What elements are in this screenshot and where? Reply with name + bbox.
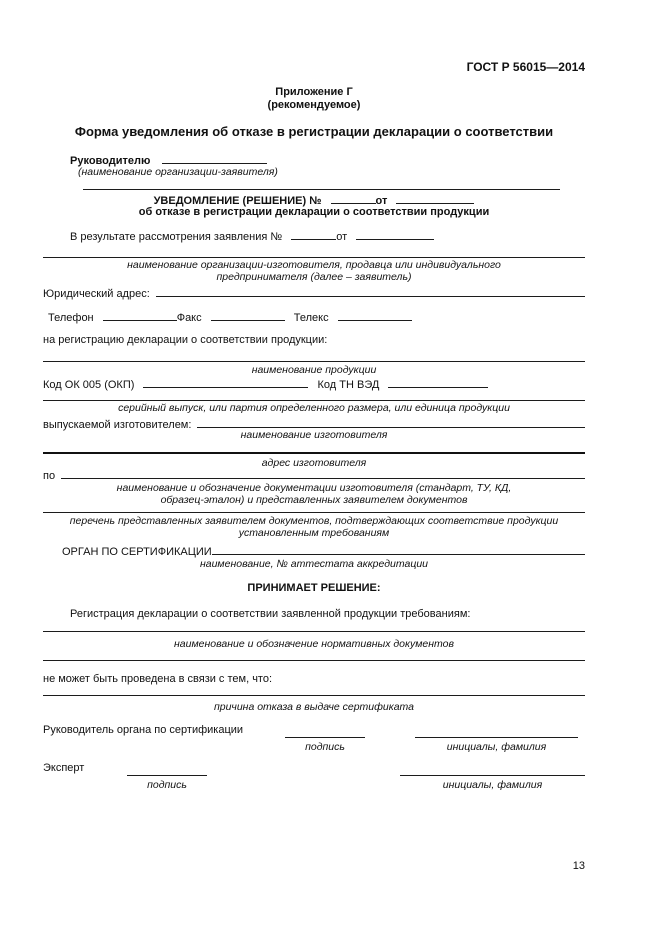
- manufacturer-hint: наименование изготовителя: [240, 429, 388, 441]
- normative-docs-hint: наименование и обозначение нормативных документов: [174, 638, 454, 650]
- addressee-hint: (наименование организации-заявителя): [78, 166, 278, 178]
- legal-address-row: [43, 285, 585, 300]
- head-initials-blank: [415, 737, 578, 738]
- expert-label: Эксперт: [43, 762, 85, 774]
- cert-body-blank: [212, 543, 585, 555]
- notification-subtitle: об отказе в регистрации декларации о соответствии продукции: [138, 206, 490, 218]
- rule-normative-bottom: [43, 660, 585, 661]
- standard-number: ГОСТ Р 56015—2014: [466, 60, 585, 74]
- form-title: Форма уведомления об отказе в регистрации декларации о соответствии: [74, 124, 554, 139]
- documentation-hint-line2: образец-эталон) и представленных заявителем документов: [160, 494, 468, 506]
- head-signature-hint: подпись: [305, 741, 345, 753]
- cert-body-row: [62, 543, 585, 558]
- notification-title-row: [43, 192, 585, 207]
- review-intro: В результате рассмотрения заявления №: [70, 231, 283, 243]
- notification-title: УВЕДОМЛЕНИЕ (РЕШЕНИЕ) №: [153, 195, 322, 207]
- cert-body-label: ОРГАН ПО СЕРТИФИКАЦИИ: [62, 546, 212, 558]
- review-intro-row: [70, 228, 434, 243]
- registration-intro: на регистрацию декларации о соответствии продукции:: [43, 334, 328, 346]
- expert-initials-hint: инициалы, фамилия: [442, 779, 543, 791]
- documents-list-hint-line2: установленным требованиям: [238, 527, 390, 539]
- appendix-title: Приложение Г: [275, 86, 353, 98]
- per-label: по: [43, 470, 56, 482]
- documents-list-hint-line1: перечень представленных заявителем документов, подтверждающих соответствие продукции: [69, 515, 559, 527]
- fax-blank: [211, 309, 285, 321]
- appendix-kind: (рекомендуемое): [267, 99, 361, 111]
- telex-label: Телекс: [293, 312, 329, 324]
- addressee-row: [70, 152, 267, 167]
- decision-intro: Регистрация декларации о соответствии заявленной продукции требованиям:: [70, 608, 471, 620]
- codes-row: [43, 376, 488, 391]
- notification-date-blank: [396, 192, 474, 204]
- applicant-hint-line1: наименование организации-изготовителя, продавца или индивидуального: [127, 259, 501, 271]
- documentation-blank: [61, 467, 585, 479]
- legal-address-label: Юридический адрес:: [43, 288, 150, 300]
- rule-refusal: [43, 695, 585, 696]
- decision-heading: ПРИНИМАЕТ РЕШЕНИЕ:: [247, 582, 381, 594]
- addressee-label: Руководителю: [70, 155, 151, 167]
- manufactured-by-label: выпускаемой изготовителем:: [43, 419, 192, 431]
- rule-issue-type: [43, 400, 585, 401]
- head-signature-blank: [285, 737, 365, 738]
- rule-documents: [43, 512, 585, 513]
- code-okp-label: Код ОК 005 (ОКП): [43, 379, 135, 391]
- code-okp-blank: [143, 376, 308, 388]
- page-number: 13: [572, 860, 585, 872]
- notification-number-blank: [331, 192, 376, 204]
- expert-signature-blank: [127, 775, 207, 776]
- rule-product: [43, 361, 585, 362]
- refusal-reason-hint: причина отказа в выдаче сертификата: [213, 701, 415, 713]
- application-number-blank: [291, 228, 336, 240]
- phone-blank: [103, 309, 177, 321]
- phone-label: Телефон: [48, 312, 94, 324]
- documentation-hint-line1: наименование и обозначение документации изготовителя (стандарт, ТУ, КД,: [116, 482, 512, 494]
- per-documentation-row: [43, 467, 585, 482]
- refusal-intro: не может быть проведена в связи с тем, что:: [43, 673, 273, 685]
- rule-normative-top: [43, 631, 585, 632]
- notification-from-label: от: [375, 195, 388, 207]
- fax-label: Факс: [176, 312, 202, 324]
- application-date-blank: [356, 228, 434, 240]
- rule-thick-address: [43, 452, 585, 454]
- head-initials-hint: инициалы, фамилия: [446, 741, 547, 753]
- manufacturer-blank: [197, 416, 585, 428]
- legal-address-blank: [156, 285, 585, 297]
- head-of-body-label: Руководитель органа по сертификации: [43, 724, 244, 736]
- product-hint: наименование продукции: [251, 364, 377, 376]
- code-tnved-blank: [388, 376, 488, 388]
- addressee-blank: [162, 152, 267, 164]
- rule-above-notification: [83, 189, 560, 190]
- code-tnved-label: Код ТН ВЭД: [317, 379, 380, 391]
- manufacturer-address-hint: адрес изготовителя: [261, 457, 367, 469]
- cert-body-hint: наименование, № аттестата аккредитации: [199, 558, 429, 570]
- review-from-label: от: [336, 231, 348, 243]
- phone-row: [48, 309, 412, 324]
- expert-signature-hint: подпись: [147, 779, 187, 791]
- expert-initials-blank: [400, 775, 585, 776]
- issue-type-hint: серийный выпуск, или партия определенного размера, или единица продукции: [118, 402, 510, 414]
- telex-blank: [338, 309, 412, 321]
- applicant-hint-line2: предпринимателя (далее – заявитель): [216, 271, 412, 283]
- rule-applicant: [43, 257, 585, 258]
